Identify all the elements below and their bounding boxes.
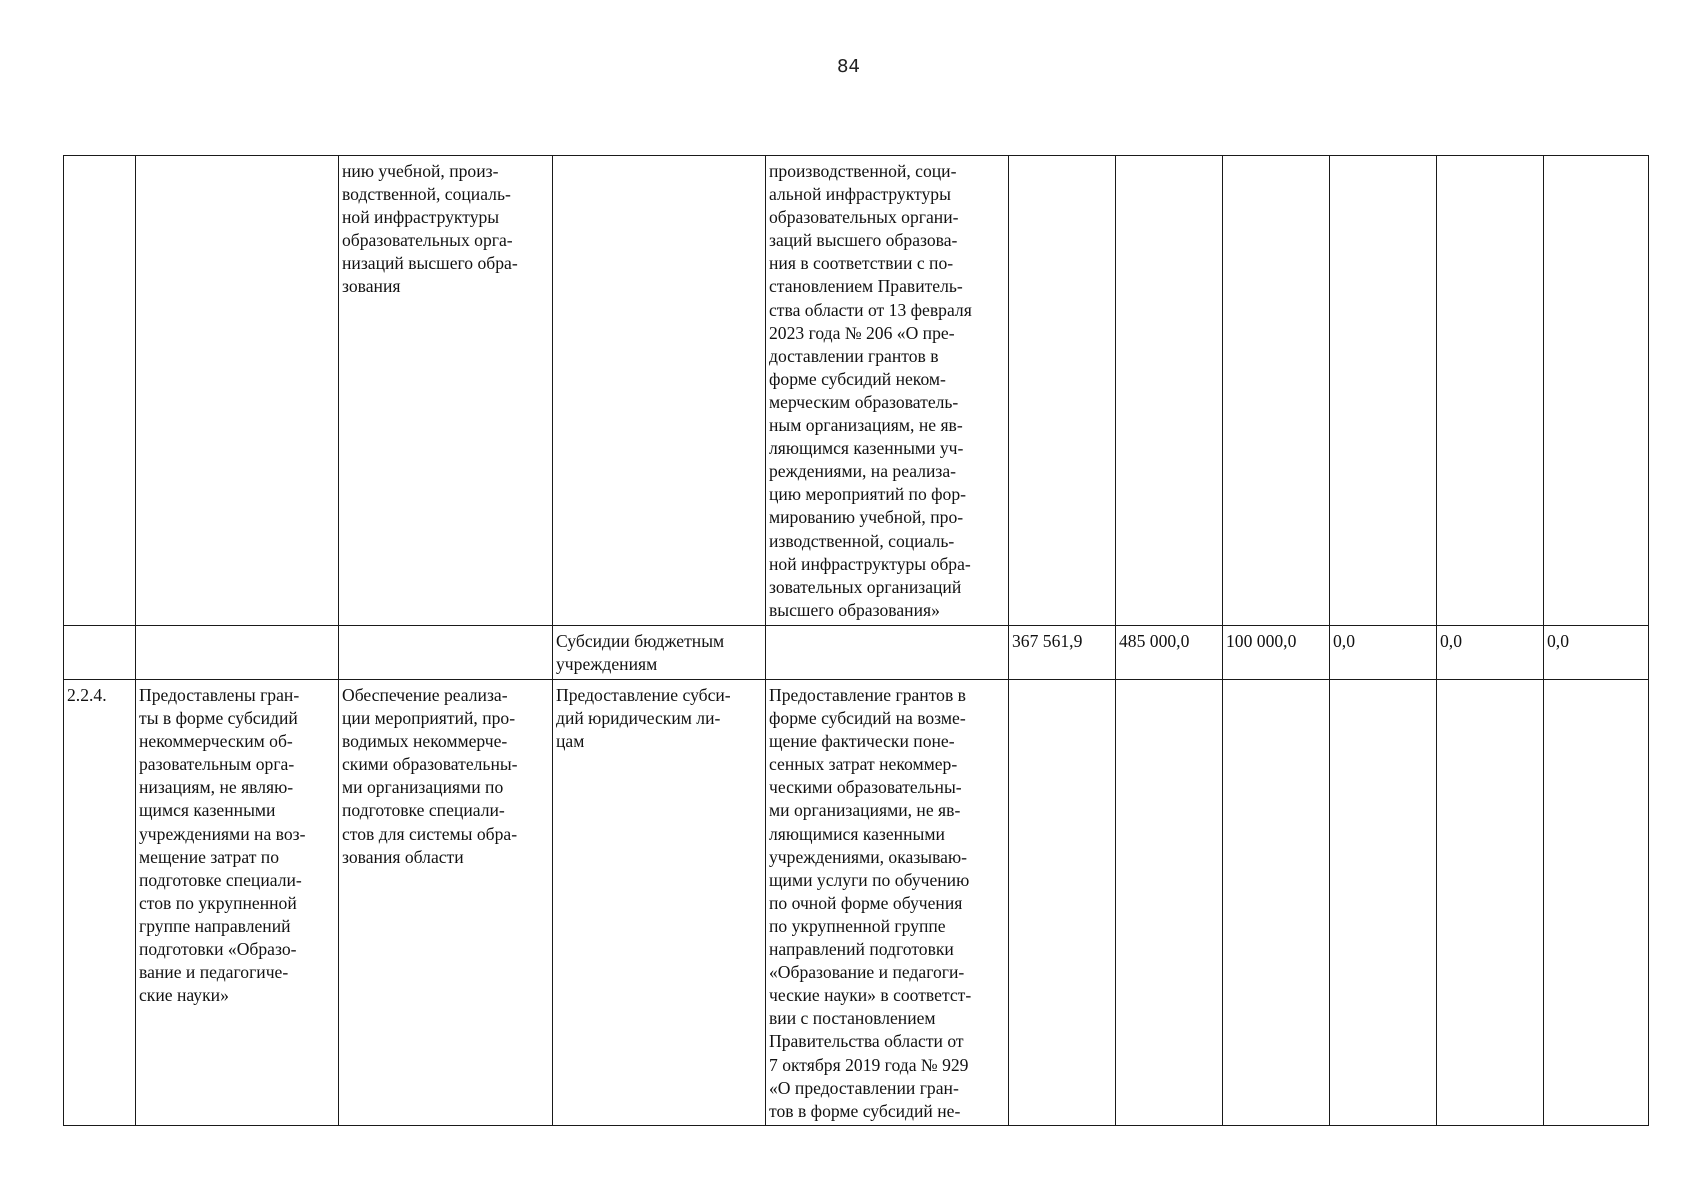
cell-result [136,156,339,626]
cell-task: Обеспечение реализа- ции мероприятий, про- водимых некоммерче- скими образовательны- ми организациями по подготовке специали- стов для системы обра- зования области [339,680,553,1126]
cell-description: производственной, соци- альной инфраструктуры образовательных органи- заций высшего образова- ния в соответствии с по- становлением Правитель- ства области от 13 февраля 2023 года № 206 «О пре- доставлении грантов в форме субсидий неком- мерческим образователь- ным организациям, не яв- ляющимся казенными уч- реждениями, на реализа- цию мероприятий по фор- мированию учебной, про- изводственной, социаль- ной инфраструктуры обра- зовательных организаций высшего образования» [766,156,1009,626]
cell-value: 100 000,0 [1223,626,1330,680]
cell-value: 0,0 [1437,626,1544,680]
table-row [64,680,1649,1126]
cell-description [766,626,1009,680]
program-table [63,155,1649,1126]
cell-type: Предоставление субси- дий юридическим ли- цам [553,680,766,1126]
cell-value [1330,156,1437,626]
cell-type [553,156,766,626]
cell-type: Субсидии бюджетным учреждениям [553,626,766,680]
cell-value [1437,156,1544,626]
cell-value [1009,680,1116,1126]
cell-index [64,626,136,680]
cell-index: 2.2.4. [64,680,136,1126]
cell-value [1223,156,1330,626]
cell-value [1544,680,1649,1126]
cell-value [1544,156,1649,626]
cell-value: 367 561,9 [1009,626,1116,680]
cell-value [1223,680,1330,1126]
cell-value [1437,680,1544,1126]
cell-index [64,156,136,626]
cell-result: Предоставлены гран- ты в форме субсидий некоммерческим об- разовательным орга- низациям, не являю- щимся казенными учреждениями на воз- мещение затрат по подготовке специали- стов по укрупненной группе направлений подготовки «Образо- вание и педагогиче- ские науки» [136,680,339,1126]
cell-value: 0,0 [1330,626,1437,680]
cell-value [1116,156,1223,626]
cell-value [1009,156,1116,626]
cell-task: нию учебной, произ- водственной, социаль- ной инфраструктуры образовательных орга- низаций высшего обра- зования [339,156,553,626]
cell-result [136,626,339,680]
cell-value: 485 000,0 [1116,626,1223,680]
cell-value: 0,0 [1544,626,1649,680]
cell-description: Предоставление грантов в форме субсидий на возме- щение фактически поне- сенных затрат некоммер- ческими образовательны- ми организациями, не яв- ляющимися казенными учреждениями, оказываю- щими услуги по обучению по очной форме обучения по укрупненной группе направлений подготовки «Образование и педагоги- ческие науки» в соответст- вии с постановлением Правительства области от 7 октября 2019 года № 929 «О предоставлении гран- тов в форме субсидий не- [766,680,1009,1126]
table-row [64,626,1649,680]
cell-task [339,626,553,680]
cell-value [1116,680,1223,1126]
page-number: 84 [837,56,860,77]
cell-value [1330,680,1437,1126]
table-row [64,156,1649,626]
